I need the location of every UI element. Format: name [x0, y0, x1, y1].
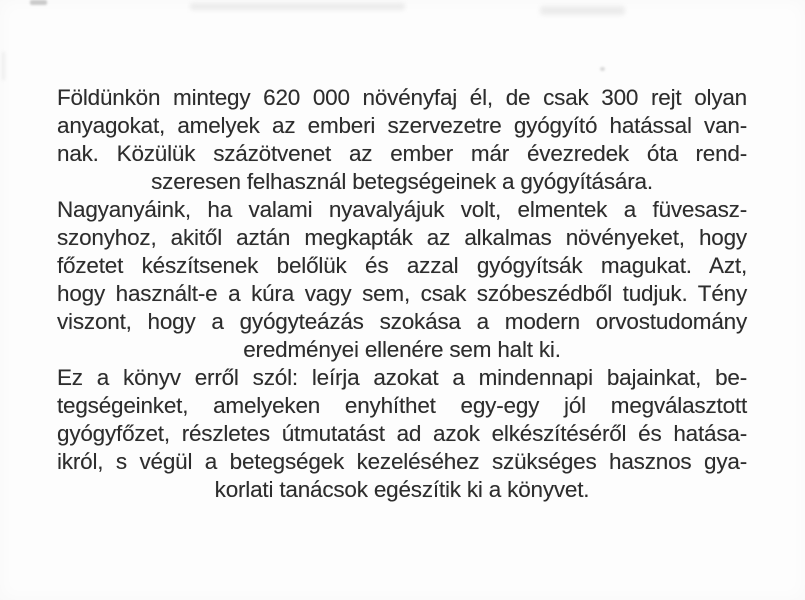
- text-line: gyógyfőzet, részletes útmutatást ad azok elkészítéséről és hatása-: [57, 421, 747, 446]
- scan-speck: [600, 67, 605, 71]
- body-text: [57, 84, 747, 504]
- text-line: korlati tanácsok egészítik ki a könyvet.: [214, 477, 590, 502]
- text-line: ikról, s végül a betegségek kezeléséhez szükséges hasznos gya-: [57, 449, 747, 474]
- text-line: főzetet készítsenek belőlük és azzal gyógyítsák magukat. Azt,: [57, 253, 747, 278]
- text-line: hogy használt-e a kúra vagy sem, csak szóbeszédből tudjuk. Tény: [57, 281, 747, 306]
- text-line: tegségeinket, amelyeken enyhíthet egy-egy jól megválasztott: [57, 393, 747, 418]
- text-line: eredményei ellenére sem halt ki.: [243, 337, 561, 362]
- text-line: viszont, hogy a gyógyteázás szokása a modern orvostudomány: [57, 309, 747, 334]
- text-line: nak. Közülük százötvenet az ember már évezredek óta rend-: [57, 141, 747, 166]
- text-line: Nagyanyáink, ha valami nyavalyájuk volt, elmentek a füvesasz-: [57, 197, 747, 222]
- text-line: Földünkön mintegy 620 000 növényfaj él, de csak 300 rejt olyan: [57, 85, 747, 110]
- scan-smudge-light: [540, 6, 625, 15]
- text-line: szeresen felhasznál betegségeinek a gyógyítására.: [151, 169, 653, 194]
- text-line: szonyhoz, akitől aztán megkapták az alkalmas növényeket, hogy: [57, 225, 747, 250]
- text-line: anyagokat, amelyek az emberi szervezetre gyógyító hatással van-: [57, 113, 747, 138]
- scan-smudge-dark: [30, 0, 47, 5]
- scan-edge-streak: [2, 52, 5, 80]
- scan-smudge-light: [190, 3, 405, 10]
- text-line: Ez a könyv erről szól: leírja azokat a mindennapi bajainkat, be-: [57, 365, 747, 390]
